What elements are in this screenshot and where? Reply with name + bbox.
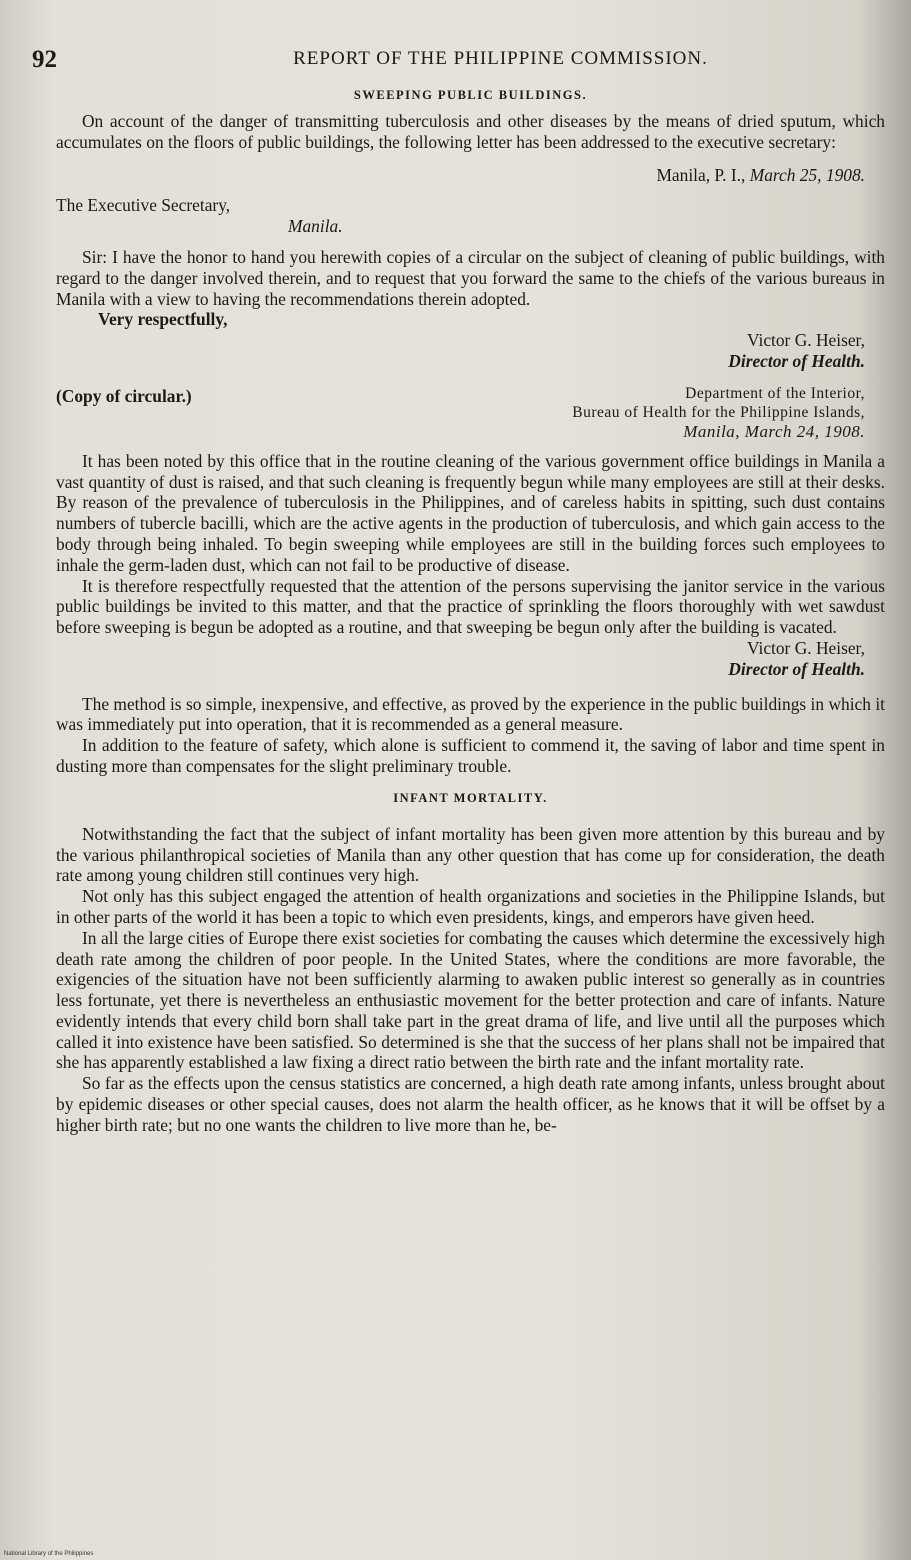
addressee-title: The Executive Secretary, — [56, 195, 231, 216]
dateline-date: March 25, 1908. — [749, 164, 865, 185]
department-line: Department of the Interior, — [685, 384, 865, 402]
circular-header — [56, 384, 885, 441]
circular-paragraph-2: It is therefore respectfully requested that the attention of the persons supervising the janitor service in the various public buildings be invited to this matter, and that the practice of sprinkling the floors thoroughly with wet sawdust before sweeping is begun be adopted as a routine, and that sweeping be begun only after the building is vacated. — [56, 575, 885, 638]
circular-date: Manila, March 24, 1908. — [683, 421, 865, 441]
letter-dateline — [56, 165, 865, 186]
signature-name: Victor G. Heiser, — [746, 637, 865, 658]
letter-closing: Very respectfully, — [98, 309, 228, 330]
signature-name: Victor G. Heiser, — [746, 330, 865, 351]
safety-paragraph: In addition to the feature of safety, which alone is sufficient to commend it, the saving of labor and time spent in dusting more than compensates for the slight preliminary trouble. — [56, 735, 885, 776]
copy-label: (Copy of circular.) — [56, 385, 192, 406]
section-heading-infant-mortality: INFANT MORTALITY. — [393, 790, 548, 805]
page-header — [32, 40, 885, 84]
letter-body: Sir: I have the honor to hand you herewith copies of a circular on the subject of cleaning of public buildings, with regard to the danger involved therein, and to request that you forward the same to the chiefs of the various bureaus in Manila with a view to having the recommendations therein adopted. — [56, 246, 885, 309]
addressee-city: Manila. — [288, 216, 343, 237]
dateline-place: Manila, P. I., — [656, 164, 746, 185]
letter-addressee — [56, 195, 885, 237]
running-head: REPORT OF THE PHILIPPINE COMMISSION. — [293, 48, 708, 69]
intro-paragraph: On account of the danger of transmitting tuberculosis and other diseases by the means of dried sputum, which accumulates on the floors of public buildings, the following letter has been addressed to the executive secretary: — [56, 111, 885, 152]
section-heading-sweeping: SWEEPING PUBLIC BUILDINGS. — [353, 88, 588, 102]
infant-paragraph-3: In all the large cities of Europe there exist societies for combating the causes which determine the excessively high death rate among the children of poor people. In the United States, where the conditions are more favorable, the exigencies of the situation have not been sufficiently alarming to awaken public interest so generally as in countries less fortunate, yet there is nevertheless an enthusiastic movement for the better protection and care of infants. Nature evidently intends that every child born shall take part in the great drama of life, and live until all the purposes which called it into existence have been satisfied. So determined is she that the success of her plans shall not be impaired that she has apparently established a law fixing a direct ratio between the birth rate and the infant mortality rate. — [56, 927, 885, 1073]
page-number: 92 — [32, 46, 57, 73]
signature-title: Director of Health. — [728, 350, 865, 371]
infant-paragraph-4: So far as the effects upon the census statistics are concerned, a high death rate among infants, unless brought about by epidemic diseases or other special causes, does not alarm the health officer, as he knows that it will be offset by a higher birth rate; but no one wants the children to live more than he, be- — [56, 1073, 885, 1135]
department-block — [572, 384, 865, 441]
letter-signature — [56, 330, 865, 372]
method-paragraph: The method is so simple, inexpensive, and effective, as proved by the experience in the public buildings in which it was immediately put into operation, that it is recommended as a general measure. — [56, 693, 885, 735]
circular-paragraph-1: It has been noted by this office that in the routine cleaning of the various government office buildings in Manila a vast quantity of dust is raised, and that such cleaning is frequently begun while many employees are still at their desks. By reason of the prevalence of tuberculosis in the Philippines, and of careless habits in spitting, such dust contains numbers of tubercle bacilli, which are the active agents in the production of tuberculosis, and which gain access to the body through being inhaled. To begin sweeping while employees are still in the building forces such employees to inhale the germ-laden dust, which can not fail to be productive of disease. — [56, 450, 885, 575]
infant-paragraph-2: Not only has this subject engaged the attention of health organizations and societies in the Philippine Islands, but in other parts of the world it has been a topic to which even presidents, kings, and emperors have given heed. — [56, 886, 885, 927]
footer-note: National Library of the Philippines — [4, 1551, 94, 1557]
bureau-line: Bureau of Health for the Philippine Islands, — [572, 403, 865, 421]
signature-title: Director of Health. — [728, 658, 865, 679]
infant-paragraph-1: Notwithstanding the fact that the subject of infant mortality has been given more attention by this bureau and by the various philanthropical societies of Manila than any other question that has come up for consideration, the death rate among young children still continues very high. — [56, 823, 885, 886]
circular-signature — [56, 638, 865, 680]
